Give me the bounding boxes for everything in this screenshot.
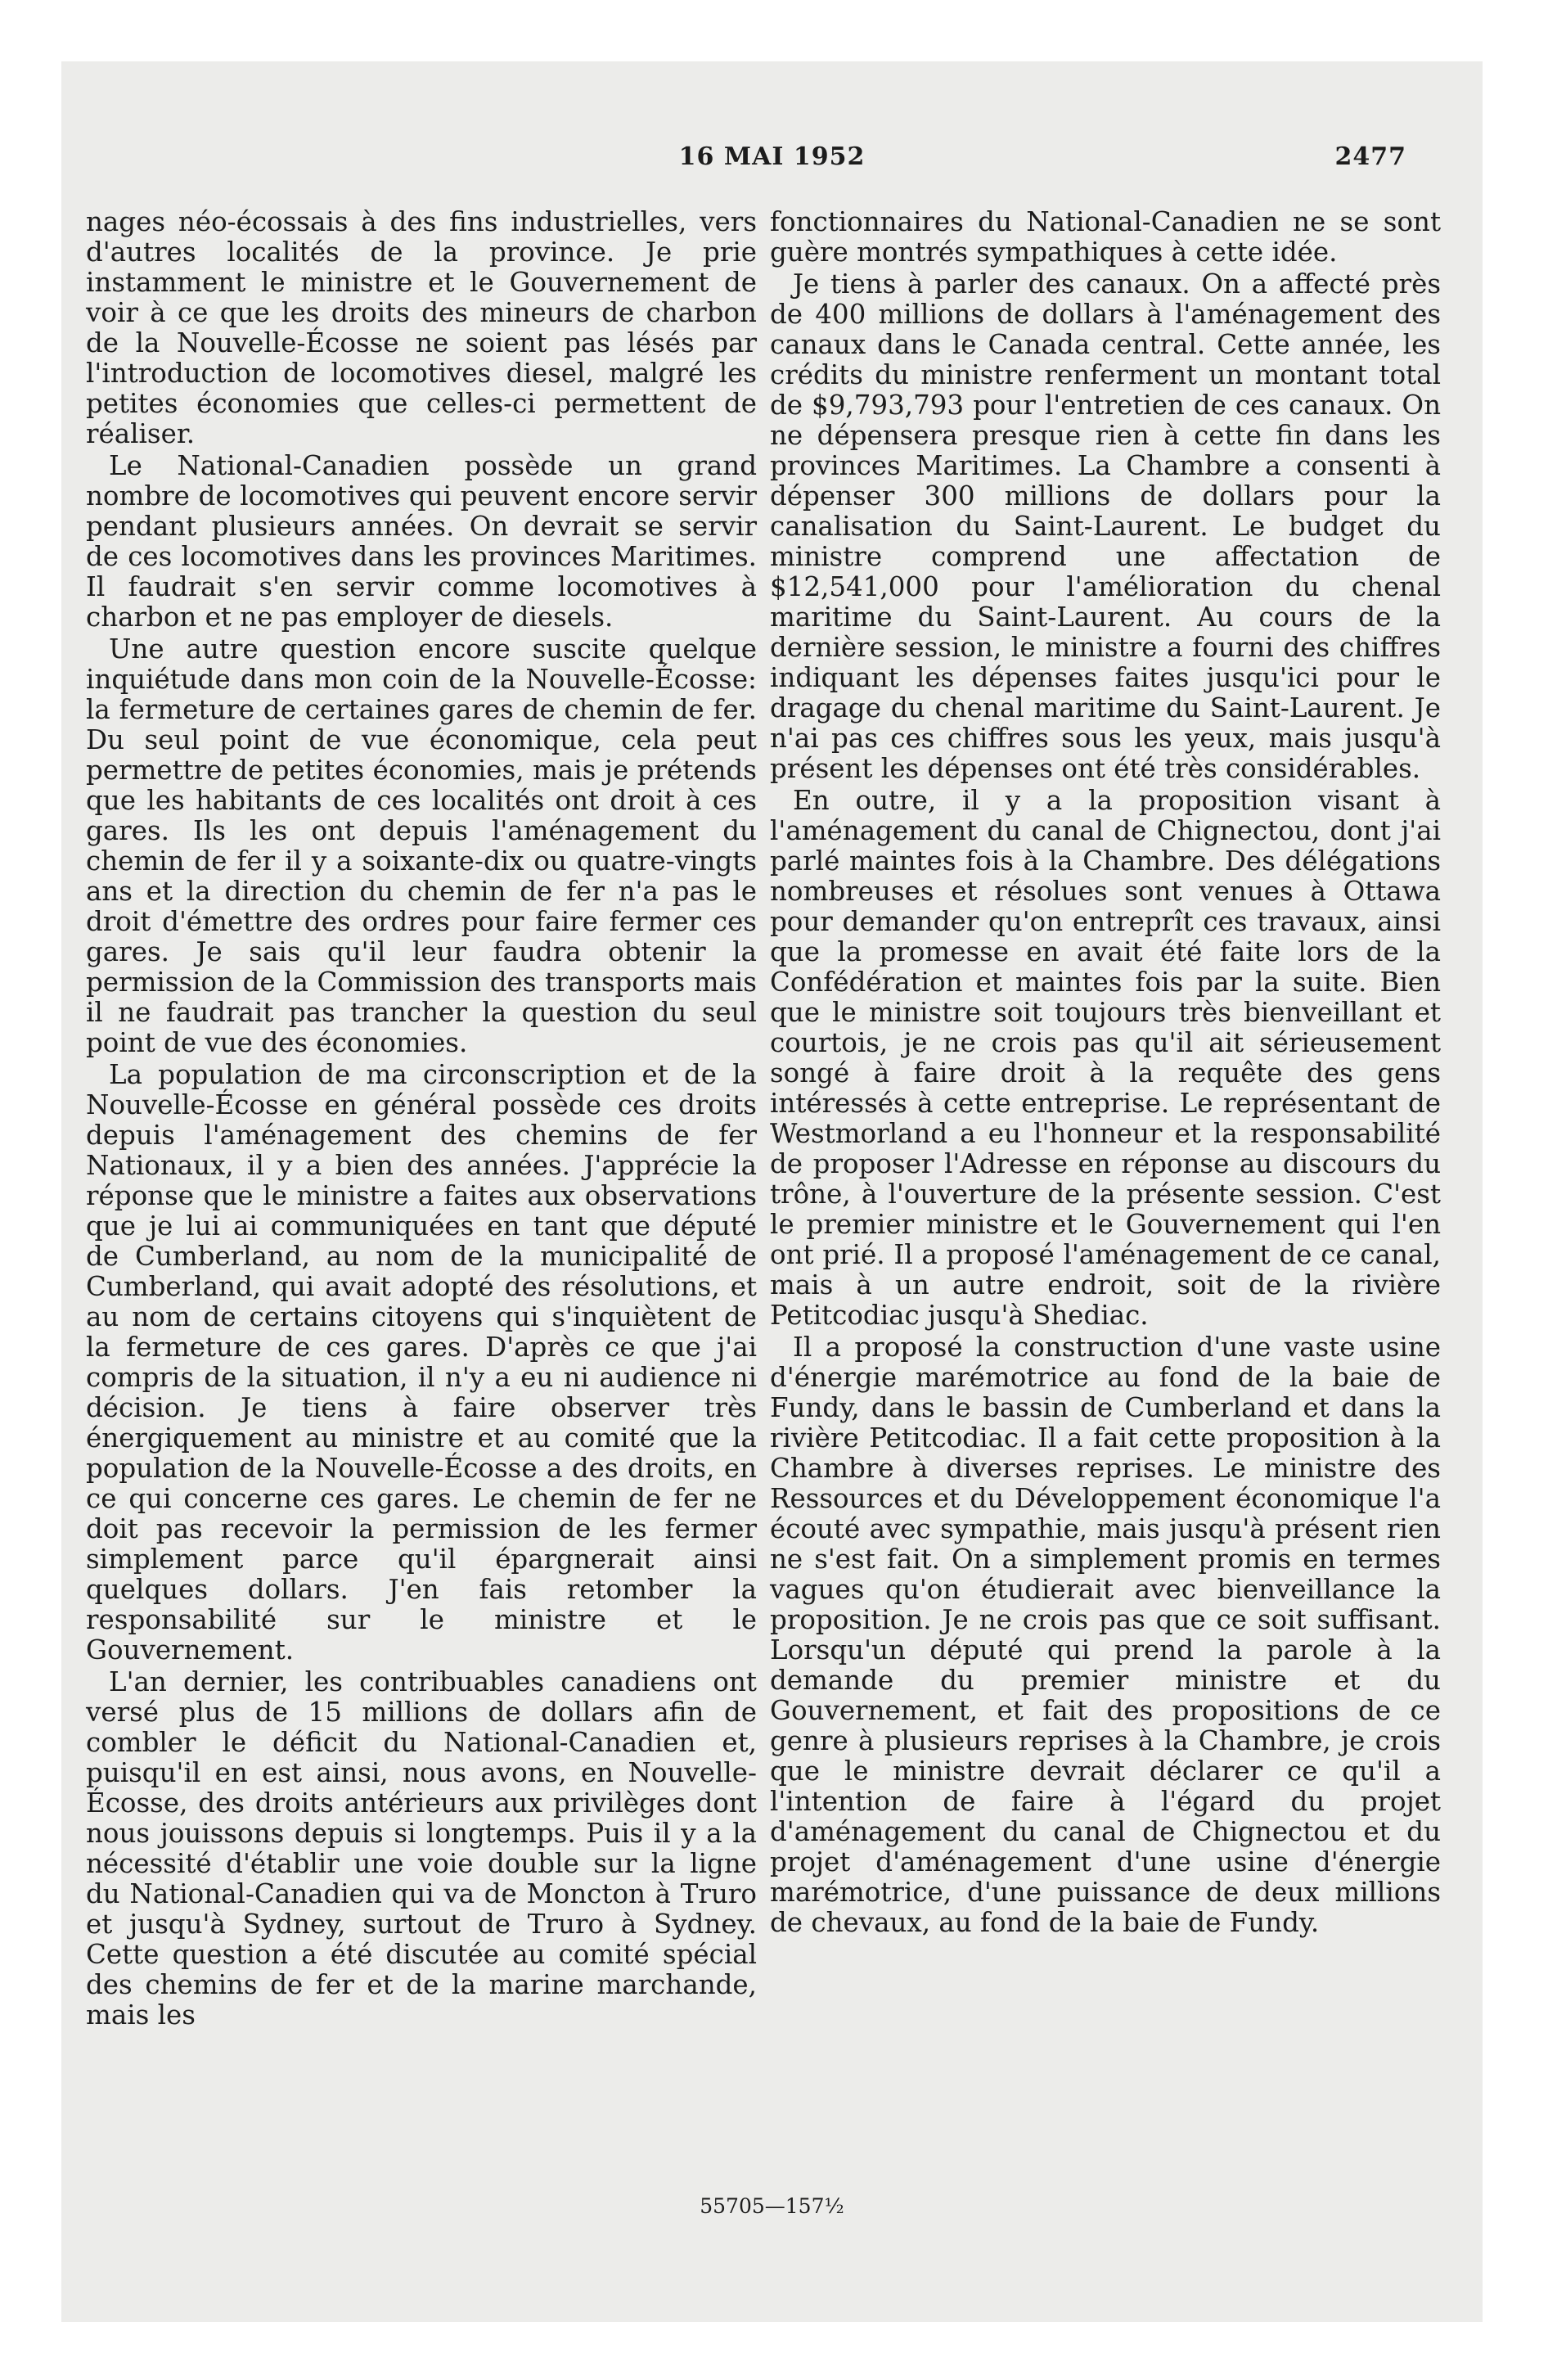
page-footer-code: 55705—157½ (700, 2194, 844, 2218)
page-number: 2477 (1334, 142, 1406, 171)
page-header (61, 142, 1483, 192)
paragraph: Je tiens à parler des canaux. On a affecté près de 400 millions de dollars à l'aménagement des canaux dans le Canada central. Cette année, les crédits du ministre renferment un montant total de $9,793,793 pour l'entretien de ces canaux. On ne dépensera presque rien à cette fin dans les provinces Maritimes. La Chambre a consenti à dépenser 300 millions de dollars pour la canalisation du Saint-Laurent. Le budget du ministre comprend une affectation de $12,541,000 pour l'amélioration du chenal maritime du Saint-Laurent. Au cours de la dernière session, le ministre a fourni des chiffres indiquant les dépenses faites jusqu'ici pour le dragage du chenal maritime du Saint-Laurent. Je n'ai pas ces chiffres sous les yeux, mais jusqu'à présent les dépenses ont été très considérables. (770, 268, 1441, 784)
paragraph: Il a proposé la construction d'une vaste usine d'énergie marémotrice au fond de la baie de Fundy, dans le bassin de Cumberland et dans la rivière Petitcodiac. Il a fait cette proposition à la Chambre à diverses reprises. Le ministre des Ressources et du Développement économique l'a écouté avec sympathie, mais jusqu'à présent rien ne s'est fait. On a simplement promis en termes vagues qu'on étudierait avec bienveillance la proposition. Je ne crois pas que ce soit suffisant. Lorsqu'un député qui prend la parole à la demande du premier ministre et du Gouvernement, et fait des propositions de ce genre à plusieurs reprises à la Chambre, je crois que le ministre devrait déclarer ce qu'il a l'intention de faire à l'égard du projet d'aménagement du canal de Chignectou et du projet d'aménagement d'une usine d'énergie marémotrice, d'une puissance de deux millions de chevaux, au fond de la baie de Fundy. (770, 1332, 1441, 1938)
right-column (770, 207, 1441, 1938)
paragraph: Le National-Canadien possède un grand nombre de locomotives qui peuvent encore servir pendant plusieurs années. On devrait se servir de ces locomotives dans les provinces Maritimes. Il faudrait s'en servir comme locomotives à charbon et ne pas employer de diesels. (86, 450, 757, 633)
paragraph: La population de ma circonscription et de la Nouvelle-Écosse en général possède ces droits depuis l'aménagement des chemins de fer Nationaux, il y a bien des années. J'apprécie la réponse que le ministre a faites aux observations que je lui ai communiquées en tant que député de Cumberland, au nom de la municipalité de Cumberland, qui avait adopté des résolutions, et au nom de certains citoyens qui s'inquiètent de la fermeture de ces gares. D'après ce que j'ai compris de la situation, il n'y a eu ni audience ni décision. Je tiens à faire observer très énergiquement au ministre et au comité que la population de la Nouvelle-Écosse a des droits, en ce qui concerne ces gares. Le chemin de fer ne doit pas recevoir la permission de les fermer simplement parce qu'il épargnerait ainsi quelques dollars. J'en fais retomber la responsabilité sur le ministre et le Gouvernement. (86, 1059, 757, 1666)
left-column (86, 207, 757, 2031)
scanned-page (61, 61, 1483, 2322)
paragraph: nages néo-écossais à des fins industrielles, vers d'autres localités de la province. Je prie instamment le ministre et le Gouvernement de voir à ce que les droits des mineurs de charbon de la Nouvelle-Écosse ne soient pas lésés par l'introduction de locomotives diesel, malgré les petites économies que celles-ci permettent de réaliser. (86, 206, 757, 449)
paragraph: L'an dernier, les contribuables canadiens ont versé plus de 15 millions de dollars afin de combler le déficit du National-Canadien et, puisqu'il en est ainsi, nous avons, en Nouvelle-Écosse, des droits antérieurs aux privilèges dont nous jouissons depuis si longtemps. Puis il y a la nécessité d'établir une voie double sur la ligne du National-Canadien qui va de Moncton à Truro et jusqu'à Sydney, surtout de Truro à Sydney. Cette question a été discutée au comité spécial des chemins de fer et de la marine marchande, mais les (86, 1666, 757, 2031)
paragraph: fonctionnaires du National-Canadien ne se sont guère montrés sympathiques à cette idée. (770, 206, 1441, 268)
paragraph: Une autre question encore suscite quelque inquiétude dans mon coin de la Nouvelle-Écosse: la fermeture de certaines gares de chemin de fer. Du seul point de vue économique, cela peut permettre de petites économies, mais je prétends que les habitants de ces localités ont droit à ces gares. Ils les ont depuis l'aménagement du chemin de fer il y a soixante-dix ou quatre-vingts ans et la direction du chemin de fer n'a pas le droit d'émettre des ordres pour faire fermer ces gares. Je sais qu'il leur faudra obtenir la permission de la Commission des transports mais il ne faudrait pas trancher la question du seul point de vue des économies. (86, 633, 757, 1058)
page-date: 16 MAI 1952 (678, 142, 866, 171)
paragraph: En outre, il y a la proposition visant à l'aménagement du canal de Chignectou, dont j'ai parlé maintes fois à la Chambre. Des délégations nombreuses et résolues sont venues à Ottawa pour demander qu'on entreprît ces travaux, ainsi que la promesse en avait été faite lors de la Confédération et maintes fois par la suite. Bien que le ministre soit toujours très bienveillant et courtois, je ne crois pas qu'il ait sérieusement songé à faire droit à la requête des gens intéressés à cette entreprise. Le représentant de Westmorland a eu l'honneur et la responsabilité de proposer l'Adresse en réponse au discours du trône, à l'ouverture de la présente session. C'est le premier ministre et le Gouvernement qui l'en ont prié. Il a proposé l'aménagement de ce canal, mais à un autre endroit, soit de la rivière Petitcodiac jusqu'à Shediac. (770, 785, 1441, 1331)
